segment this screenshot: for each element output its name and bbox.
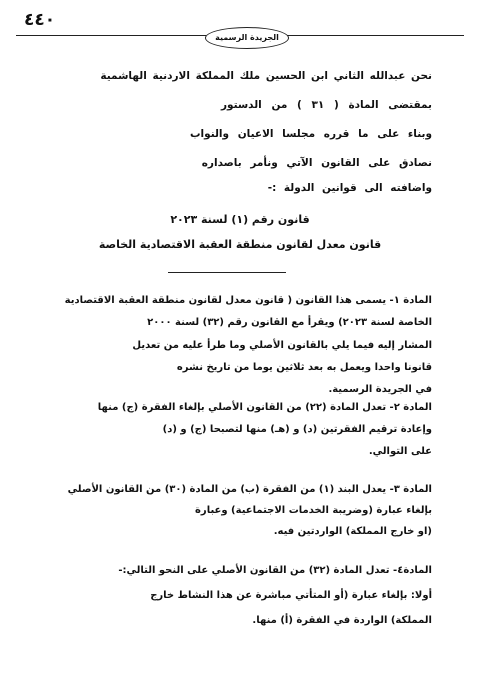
article-line: المملكة) الواردة في الفقرة (أ) منها. [252,615,432,626]
article-line: المادة٤- تعدل المادة (٣٢) من القانون الأصلي على النحو التالي:- [118,565,432,576]
article-line: المادة ٣- يعدل البند (١) من الفقرة (ب) من المادة (٣٠) من القانون الأصلي [67,484,432,495]
article-line: قانونا واحدا ويعمل به بعد ثلاثين يوما من تاريخ نشره [176,362,432,373]
preamble-line: وبناء على ما قرره مجلسا الاعيان والنواب [189,128,432,140]
preamble-line: بمقتضى المادة ( ٣١ ) من الدستور [220,99,432,111]
header-rule-right [286,35,464,36]
article-line: (او خارج المملكة) الواردتين فيه. [273,526,432,537]
article-line: أولا: بإلغاء عبارة (أو المتأتي مباشرة عن هذا النشاط خارج [150,590,432,601]
article-line: في الجريدة الرسمية. [328,384,432,395]
gazette-name-badge: الجريدة الرسمية [205,27,289,49]
header-rule-left [16,35,206,36]
article-line: المادة ٢- تعدل المادة (٢٢) من القانون الأصلي بإلغاء الفقرة (ج) منها [97,402,432,413]
page-number: ٤٤٠ [24,10,56,30]
article-line: وإعادة ترقيم الفقرتين (د) و (هـ) منها لتصبحا (ج) و (د) [162,424,432,435]
article-line: المشار إليه فيما يلي بالقانون الأصلي وما طرأ عليه من تعديل [132,340,432,351]
article-line: على التوالي. [368,446,432,457]
law-name: قانون معدل لقانون منطقة العقبة الاقتصادية الخاصة [98,238,382,251]
preamble-line: واضافته الى قوانين الدولة :- [267,182,432,194]
law-number: قانون رقم (١) لسنة ٢٠٢٣ [170,213,310,226]
article-line: بإلغاء عبارة (وضريبة الخدمات الاجتماعية) وعبارة [195,505,432,516]
article-line: المادة ١- يسمى هذا القانون ( قانون معدل لقانون منطقة العقبة الاقتصادية [64,295,432,306]
article-line: الخاصة لسنة ٢٠٢٣) ويقرأ مع القانون رقم (٣٢) لسنة ٢٠٠٠ [147,317,432,328]
title-divider [168,272,286,273]
preamble-line: نحن عبدالله الثاني ابن الحسين ملك المملكة الاردنية الهاشمية [100,70,432,82]
preamble-line: نصادق على القانون الآتي ونأمر باصداره [201,157,432,169]
